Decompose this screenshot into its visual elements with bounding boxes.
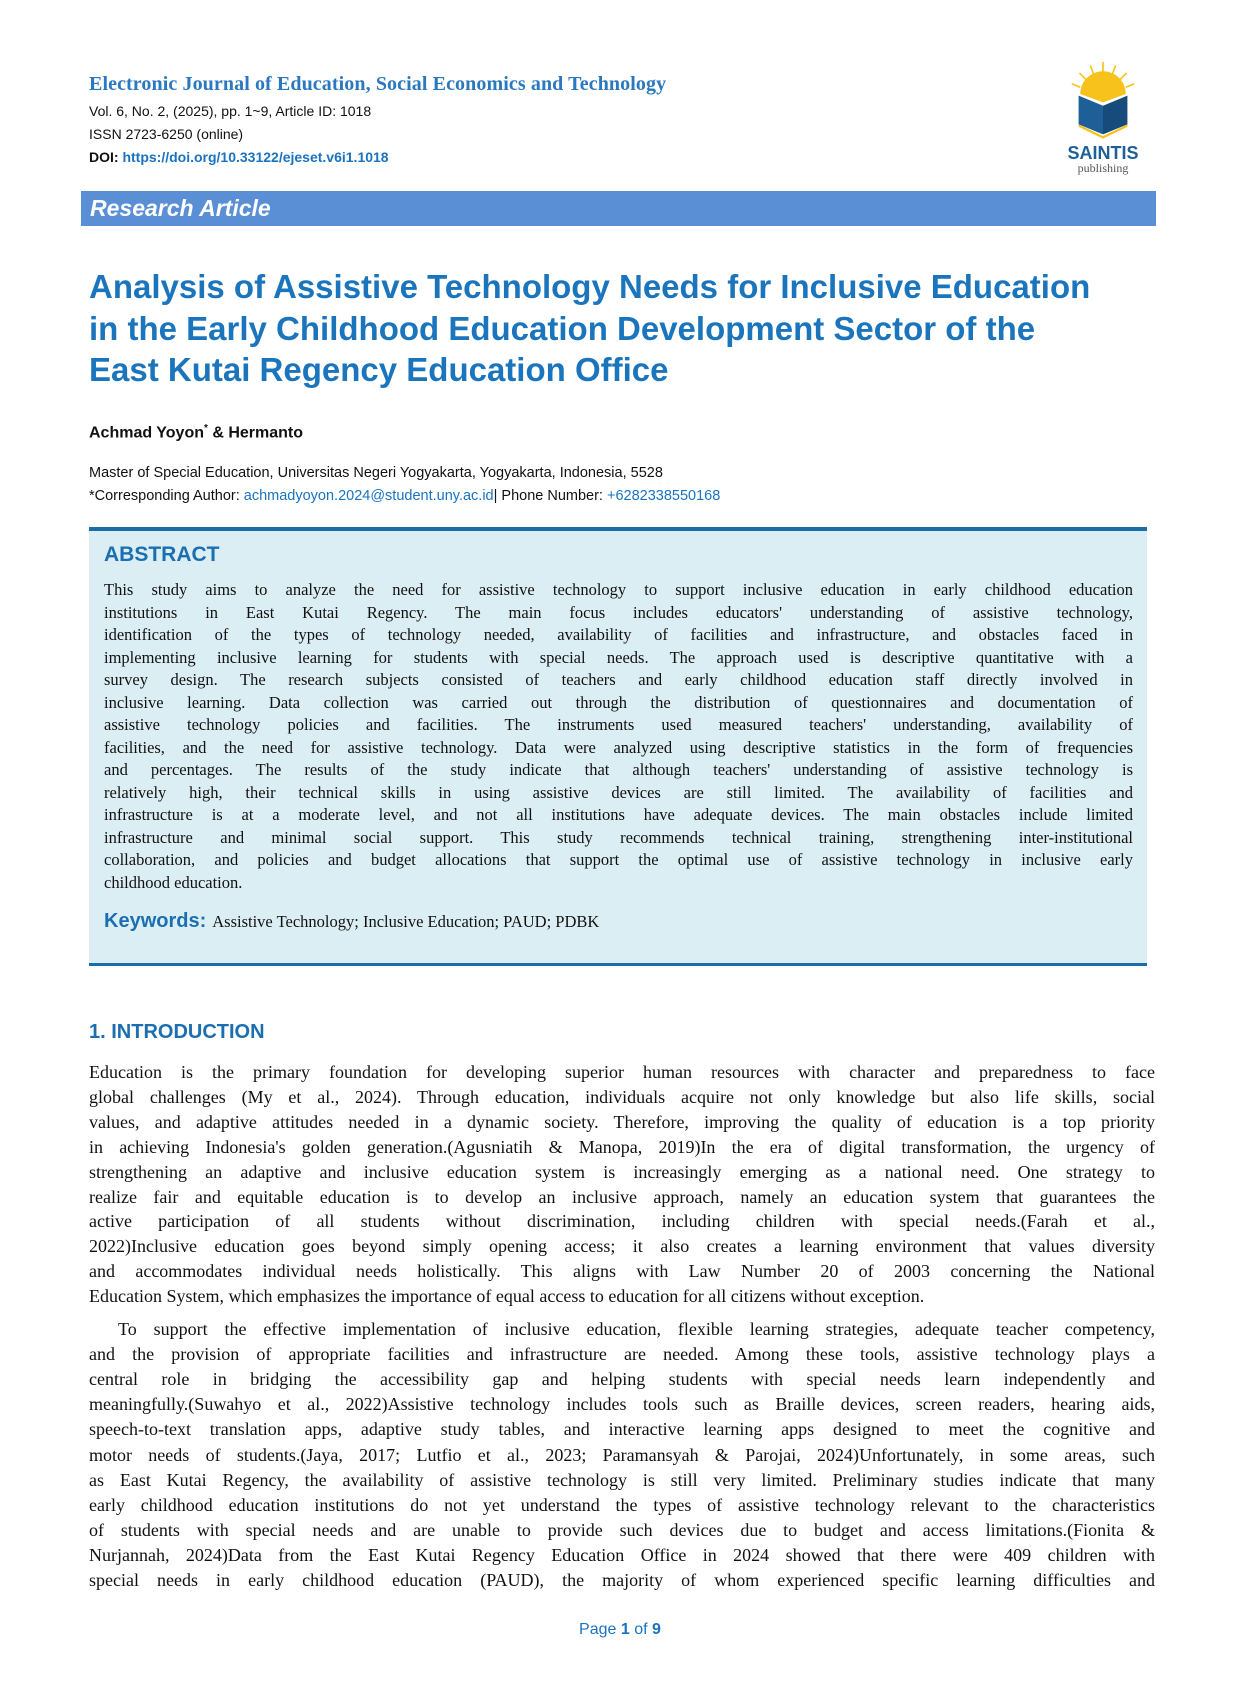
journal-name: Electronic Journal of Education, Social Economics and Technology — [89, 73, 667, 95]
issn: ISSN 2723-6250 (online) — [89, 126, 244, 142]
text-line: global challenges (My et al., 2024). Through education, individuals acquire not only knowledge but also life skills, social — [89, 1086, 1155, 1107]
text-line: To support the effective implementation of inclusive education, flexible learning strategies, adequate teacher competency, — [118, 1319, 1155, 1339]
corresponding-mark: * — [203, 423, 208, 434]
text-line: collaboration, and policies and budget allocations that support the optimal use of assistive technology in inclusive early — [104, 850, 1133, 869]
keywords — [104, 910, 599, 933]
book-sun-icon — [1058, 62, 1148, 142]
logo-name: SAINTIS — [1067, 143, 1139, 163]
text-line: Education is the primary foundation for developing superior human resources with character and preparedness to face — [89, 1062, 1155, 1082]
keywords-list: Assistive Technology; Inclusive Education; PAUD; PDBK — [212, 912, 600, 931]
text-line: realize fair and equitable education is to develop an inclusive approach, namely an education system that guarantees the — [89, 1186, 1155, 1207]
text-line: assistive technology policies and facilities. The instruments used measured teachers' understanding, availability of — [104, 715, 1133, 734]
article-type-banner — [81, 191, 1156, 226]
text-line: survey design. The research subjects consisted of teachers and early childhood education staff directly involved in — [104, 670, 1133, 689]
text-line: active participation of all students without discrimination, including children with special needs.(Farah et al., — [89, 1211, 1155, 1232]
text-line: identification of the types of technology needed, availability of facilities and infrastructure, and obstacles faced in — [104, 625, 1133, 644]
text-line: as East Kutai Regency, the availability of assistive technology is still very limited. Preliminary studies indicate that many — [89, 1469, 1155, 1490]
text-line: and accommodates individual needs holistically. This aligns with Law Number 20 of 2003 concerning the National — [89, 1261, 1155, 1282]
corresponding-label: *Corresponding Author: — [89, 488, 244, 504]
text-line: motor needs of students.(Jaya, 2017; Lutfio et al., 2023; Paramansyah & Parojai, 2024)Unfortunately, in some areas, such — [89, 1444, 1155, 1465]
corresponding-author — [89, 488, 720, 504]
page-label: Page — [579, 1621, 617, 1638]
phone-label: | Phone Number: — [493, 488, 607, 504]
text-line: relatively high, their technical skills in using assistive devices are still limited. The availability of facilities and — [104, 782, 1133, 802]
abstract-heading: ABSTRACT — [104, 543, 220, 566]
author-name: & Hermanto — [207, 424, 304, 442]
text-line: of students with special needs and are unable to provide such devices due to budget and access limitations.(Fionita & — [89, 1519, 1155, 1540]
text-line: meaningfully.(Suwahyo et al., 2022)Assistive technology includes tools such as Braille devices, screen readers, hearing aids, — [89, 1394, 1155, 1415]
text-line: This study aims to analyze the need for assistive technology to support inclusive education in early childhood education — [104, 580, 1133, 599]
text-line: and the provision of appropriate facilities and infrastructure are needed. Among these tools, assistive technology plays a — [89, 1344, 1155, 1365]
text-line: strengthening an adaptive and inclusive education system is increasingly emerging as a national need. One strategy to — [89, 1161, 1155, 1182]
text-line: 2022)Inclusive education goes beyond simply opening access; it also creates a learning environment that values diversity — [89, 1236, 1155, 1257]
doi-link[interactable]: https://doi.org/10.33122/ejeset.v6i1.1018 — [122, 149, 389, 165]
paper-title — [89, 266, 1169, 391]
logo-subtitle: publishing — [1077, 161, 1129, 175]
text-line: speech-to-text translation apps, adaptive study tables, and interactive learning apps designed to meet the cognitive and — [89, 1419, 1155, 1440]
doi-label: DOI: — [89, 149, 119, 165]
text-line: special needs in early childhood education (PAUD), the majority of whom experienced specific learning difficulties and — [89, 1570, 1155, 1590]
phone-link[interactable]: +6282338550168 — [607, 488, 721, 504]
title-line: Analysis of Assistive Technology Needs for Inclusive Education — [89, 268, 1091, 305]
text-line: Education System, which emphasizes the importance of equal access to education for all citizens without exception. — [89, 1286, 925, 1307]
text-line: infrastructure and minimal social support. This study recommends technical training, strengthening inter-institutional — [104, 827, 1133, 847]
page-number — [0, 1621, 1240, 1639]
email-link[interactable]: achmadyoyon.2024@student.uny.ac.id — [243, 488, 494, 504]
text-line: infrastructure is at a moderate level, and not all institutions have adequate devices. The main obstacles include limited — [104, 805, 1133, 824]
authors — [89, 423, 303, 442]
text-line: facilities, and the need for assistive technology. Data were analyzed using descriptive statistics in the form of frequencies — [104, 737, 1133, 757]
text-line: inclusive learning. Data collection was carried out through the distribution of questionnaires and documentation of — [104, 692, 1133, 712]
article-type: Research Article — [90, 195, 271, 221]
keywords-label: Keywords: — [104, 910, 207, 932]
text-line: values, and adaptive attitudes needed in a dynamic society. Therefore, improving the quality of education is a top priority — [89, 1111, 1155, 1132]
text-line: institutions in East Kutai Regency. The main focus includes educators' understanding of assistive technology, — [104, 602, 1133, 622]
section-heading-introduction: 1. INTRODUCTION — [89, 1021, 265, 1043]
total-pages: 9 — [652, 1621, 661, 1638]
author-name: Achmad Yoyon — [89, 424, 204, 442]
title-line: East Kutai Regency Education Office — [89, 351, 669, 388]
text-line: in achieving Indonesia's golden generation.(Agusniatih & Manopa, 2019)In the era of digital transformation, the urgency of — [89, 1136, 1155, 1157]
affiliation: Master of Special Education, Universitas Negeri Yogyakarta, Yogyakarta, Indonesia, 5528 — [89, 465, 663, 481]
of-label: of — [634, 1621, 648, 1638]
volume-info: Vol. 6, No. 2, (2025), pp. 1~9, Article ID: 1018 — [89, 103, 372, 119]
text-line: central role in bridging the accessibility gap and helping students with special needs learn independently and — [89, 1369, 1155, 1390]
text-line: and percentages. The results of the study indicate that although teachers' understanding of assistive technology is — [104, 760, 1133, 779]
publisher-logo — [1058, 62, 1148, 175]
title-line: in the Early Childhood Education Development Sector of the — [89, 309, 1036, 347]
doi-line — [89, 149, 389, 165]
current-page: 1 — [620, 1621, 630, 1638]
text-line: implementing inclusive learning for students with special needs. The approach used is descriptive quantitative with a — [104, 647, 1133, 667]
text-line: early childhood education institutions do not yet understand the types of assistive technology relevant to the characteristics — [89, 1494, 1155, 1515]
text-line: childhood education. — [104, 872, 243, 892]
text-line: Nurjannah, 2024)Data from the East Kutai Regency Education Office in 2024 showed that there were 409 children with — [89, 1544, 1155, 1565]
